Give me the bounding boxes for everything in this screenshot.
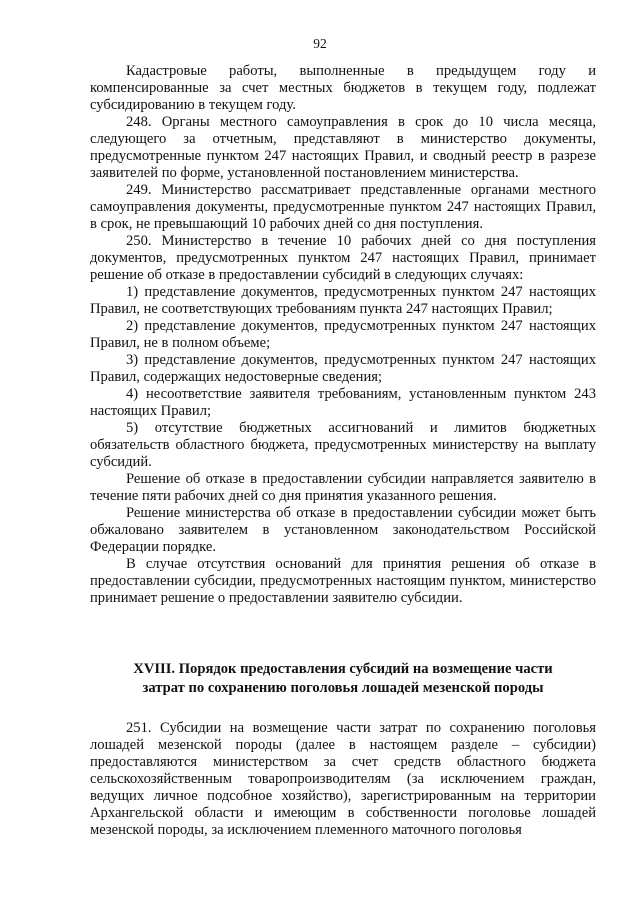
paragraph-251: 251. Субсидии на возмещение части затрат по сохранению поголовья лошадей мезенской породы (далее в настоящем разделе – субсидии) предоставляются министерством за счет средств областного бюджета сельскохозяйственным товаропроизводителям (за исключением граждан, ведущих личное подсобное хозяйство), зарегистрированным на территории Архангельской области и имеющим в собственности поголовье лошадей мезенской породы, за исключением племенного маточного поголовья [90,720,596,838]
list-item-1: 1) представление документов, предусмотренных пунктом 247 настоящих Правил, не соответствующих требованиям пункта 247 настоящих Правил; [90,284,596,317]
paragraph-248: 248. Органы местного самоуправления в срок до 10 числа месяца, следующего за отчетным, представляют в министерство документы, предусмотренные пунктом 247 настоящих Правил, и сводный реестр в разрезе заявителей по форме, установленной постановлением министерства. [90,114,596,181]
section-body [90,720,596,839]
section-heading-line-2: затрат по сохранению поголовья лошадей мезенской породы [142,680,544,696]
paragraph-249: 249. Министерство рассматривает представленные органами местного самоуправления документы, предусмотренные пунктом 247 настоящих Правил, в срок, не превышающий 10 рабочих дней со дня поступления. [90,182,596,232]
list-item-3: 3) представление документов, предусмотренных пунктом 247 настоящих Правил, содержащих недостоверные сведения; [90,352,596,385]
section-heading [90,660,596,698]
section-heading-line-1: XVIII. Порядок предоставления субсидий на возмещение части [133,661,553,677]
document-body [90,63,596,607]
paragraph-cadastral-works: Кадастровые работы, выполненные в предыдущем году и компенсированные за счет местных бюджетов в текущем году, подлежат субсидированию в текущем году. [90,63,596,113]
list-item-2: 2) представление документов, предусмотренных пунктом 247 настоящих Правил, не в полном объеме; [90,318,596,351]
paragraph-250: 250. Министерство в течение 10 рабочих дней со дня поступления документов, предусмотренных пунктом 247 настоящих Правил, принимает решение об отказе в предоставлении субсидий в следующих случаях: [90,233,596,283]
paragraph-appeal: Решение министерства об отказе в предоставлении субсидии может быть обжаловано заявителем в установленном законодательством Российской Федерации порядке. [90,505,596,555]
list-item-5: 5) отсутствие бюджетных ассигнований и лимитов бюджетных обязательств областного бюджета, предусмотренных министерству на выплату субсидий. [90,420,596,470]
paragraph-refusal-notice: Решение об отказе в предоставлении субсидии направляется заявителю в течение пяти рабочих дней со дня принятия указанного решения. [90,471,596,504]
paragraph-grant-decision: В случае отсутствия оснований для принятия решения об отказе в предоставлении субсидии, предусмотренных настоящим пунктом, министерство принимает решение о предоставлении заявителю субсидии. [90,556,596,606]
list-item-4: 4) несоответствие заявителя требованиям, установленным пунктом 243 настоящих Правил; [90,386,596,419]
page-number: 92 [313,36,327,51]
